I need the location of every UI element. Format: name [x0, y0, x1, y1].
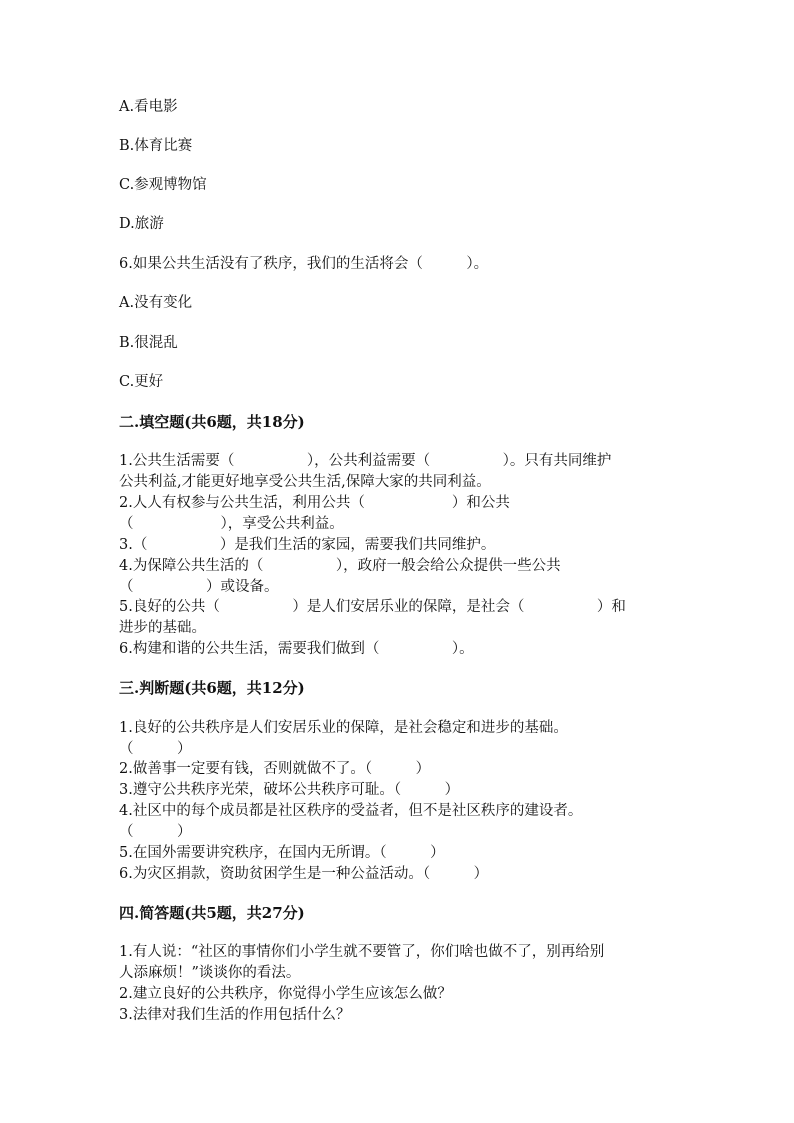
option-q5-d: D.旅游: [119, 216, 164, 232]
short-answer-line-3: 2.建立良好的公共秩序，你觉得小学生应该怎么做？: [119, 986, 452, 1002]
fill-line-6: 4.为保障公共生活的（ ），政府一般会给公众提供一些公共: [119, 558, 561, 574]
section-4-title: 四.简答题(共5题，共27分): [119, 904, 305, 922]
judge-line-4: 3.遵守公共秩序光荣，破坏公共秩序可耻。（ ）: [119, 782, 460, 798]
option-q6-b: B.很混乱: [119, 335, 178, 351]
fill-line-2: 公共利益,才能更好地享受公共生活,保障大家的共同利益。: [119, 474, 491, 490]
option-q5-c: C.参观博物馆: [119, 177, 207, 193]
judge-line-1: 1.良好的公共秩序是人们安居乐业的保障，是社会稳定和进步的基础。: [119, 720, 568, 736]
option-q6-a: A.没有变化: [119, 295, 193, 311]
option-q5-b: B.体育比赛: [119, 138, 193, 154]
fill-line-4: （ ），享受公共利益。: [119, 516, 344, 532]
fill-line-9: 进步的基础。: [119, 620, 206, 636]
option-q6-c: C.更好: [119, 374, 164, 390]
fill-line-10: 6.构建和谐的公共生活，需要我们做到（ ）。: [119, 641, 474, 657]
fill-line-1: 1.公共生活需要（ ），公共利益需要（ ）。只有共同维护: [119, 453, 612, 469]
section-3-title: 三.判断题(共6题，共12分): [119, 679, 305, 697]
fill-line-8: 5.良好的公共（ ）是人们安居乐业的保障，是社会（ ）和: [119, 599, 626, 615]
judge-line-5: 4.社区中的每个成员都是社区秩序的受益者，但不是社区秩序的建设者。: [119, 803, 583, 819]
fill-line-7: （ ）或设备。: [119, 579, 279, 595]
fill-line-3: 2.人人有权参与公共生活，利用公共（ ）和公共: [119, 495, 510, 511]
short-answer-line-4: 3.法律对我们生活的作用包括什么？: [119, 1007, 351, 1023]
judge-line-3: 2.做善事一定要有钱，否则就做不了。（ ）: [119, 761, 431, 777]
short-answer-line-1: 1.有人说：“社区的事情你们小学生就不要管了，你们啥也做不了，别再给别: [119, 944, 605, 960]
fill-line-5: 3.（ ）是我们生活的家园，需要我们共同维护。: [119, 537, 496, 553]
question-6-stem: 6.如果公共生活没有了秩序，我们的生活将会（ ）。: [119, 256, 489, 272]
short-answer-line-2: 人添麻烦！”谈谈你的看法。: [119, 965, 301, 981]
judge-line-8: 6.为灾区捐款，资助贫困学生是一种公益活动。（ ）: [119, 866, 489, 882]
judge-line-7: 5.在国外需要讲究秩序，在国内无所谓。（ ）: [119, 845, 445, 861]
option-q5-a: A.看电影: [119, 99, 178, 115]
section-2-title: 二.填空题(共6题，共18分): [119, 413, 305, 431]
judge-line-2: （ ）: [119, 741, 192, 757]
judge-line-6: （ ）: [119, 824, 192, 840]
